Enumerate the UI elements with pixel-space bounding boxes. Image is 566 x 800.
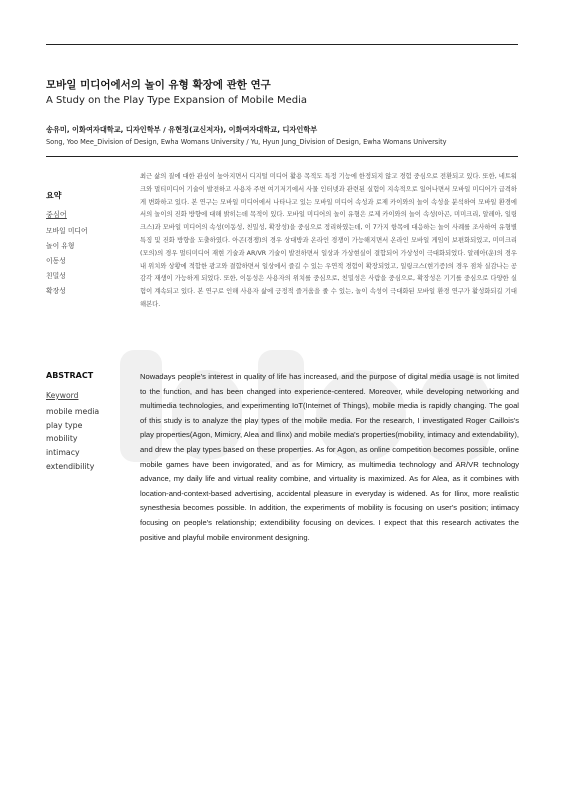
abstract-heading-english: ABSTRACT xyxy=(46,371,94,380)
section-divider xyxy=(46,156,518,157)
abstract-heading-korean: 요약 xyxy=(46,191,62,200)
paper-title-english: A Study on the Play Type Expansion of Mobile Media xyxy=(46,95,307,106)
keyword-list-korean xyxy=(46,224,88,299)
keyword-item: 이동성 xyxy=(46,257,66,265)
keyword-item: mobile media xyxy=(46,407,100,416)
keyword-item: 놀이 유형 xyxy=(46,242,75,250)
keyword-item: 친밀성 xyxy=(46,272,66,280)
keyword-item: play type xyxy=(46,420,83,430)
authors-english: Song, Yoo Mee_Division of Design, Ewha Womans University / Yu, Hyun Jung_Division of Design, Ewha Womans University xyxy=(46,138,447,146)
authors-korean: 송유미, 이화여자대학교, 디자인학부 / 유현정(교신저자), 이화여자대학교, 디자인학부 xyxy=(46,125,318,134)
keyword-item: 모바일 미디어 xyxy=(46,227,88,235)
top-divider xyxy=(46,44,518,45)
keyword-label-korean: 중심어 xyxy=(46,210,67,219)
abstract-body-english: Nowadays people's interest in quality of life has increased, and the purpose of digital media usage is not limited to the function, and has been changed into experience-centered. Moreover, while developing networking and multimedia technologies, and experimenting IoT(Internet of Things), mobile media is rapidly changing. The goal of this study is to analyze the play types of the mobile media. For the research, I investigated Roger Caillois's play properties(Agon, Mimicry, Alea and Ilinx) and mobile media's properties(mobility, intimacy and extendability), and drew the play types based on these properties. As for Agon, as online competition becomes possible, online mobile games have been invigorated, and as for Mimicry, as multimedia technology and AR/VR technology advance, my daily life and virtual reality combine, and virtuality is maximized. As for Alea, as it combines with location-and-context-based advertising, accidental pleasure in everyday is widened. As for Ilinx, more realistic synesthesia becomes possible. In addition, the experiments of mobility is focusing on user's position; intimacy focusing on people's relationship; extendibility focusing on devices. I expect that this research activates the positive and playful mobile environment designing. xyxy=(140,372,519,542)
paper-title-korean: 모바일 미디어에서의 놀이 유형 확장에 관한 연구 xyxy=(46,79,271,91)
keyword-item: 확장성 xyxy=(46,287,66,295)
keyword-item: mobility xyxy=(46,434,78,444)
keyword-label-english: Keyword xyxy=(46,391,79,400)
abstract-body-korean: 최근 삶의 질에 대한 관심이 높아지면서 디지털 미디어 활용 목적도 특정 기능에 한정되지 않고 경험 중심으로 전환되고 있다. 또한, 네트워크와 멀티미디어 기술이 발전하고 사용자 주변 여기저기에서 사물 인터넷과 관련된 실험이 지속적으로 일어나면서 모바일 미디어가 급격하게 변화하고 있다. 본 연구는 모바일 미디어에서 나타나고 있는 모바일 미디어 속성과 로제 카이와의 놀이 속성을 분석하여 모바일 환경에서의 놀이의 진화 방향에 대해 밝히는데 목적이 있다. 모바일 미디어의 놀이 유형은 로제 카이와의 놀이 속성(아곤, 미미크리, 알레아, 일링크스)과 모바일 미디어의 속성(이동성, 친밀성, 확장성)을 중심으로 정리하였는데, 이 7가지 항목에 대응하는 놀이 사례를 조사하여 유형별 특징 및 진화 방향을 도출하였다. 아곤(경쟁)의 경우 상대방과 온라인 경쟁이 가능해지면서 온라인 모바일 게임이 보편화되었고, 미미크리(모의)의 경우 멀티미디어 재현 기술과 AR/VR 기술이 발전하면서 일상과 가상현실이 결합되어 가상성이 극대화되었다. 알레아(운)의 경우 내 위치와 상황에 적합한 광고와 결합하면서 일상에서 즐길 수 있는 우연적 경험이 확장되었고, 일링크스(현기증)의 경우 점차 실감나는 공감각 재생이 가능하게 되었다. 또한, 이동성은 사용자의 위치를 중심으로, 친밀성은 사람을 중심으로, 확장성은 기기를 중심으로 다양한 실험이 계속되고 있다. 본 연구로 인해 사용자 삶에 긍정적 즐거움을 줄 수 있는, 놀이 속성이 극대화된 모바일 환경 연구가 활성화되길 기대해본다. xyxy=(140,173,517,308)
keyword-item: intimacy xyxy=(46,448,80,458)
keyword-list-english xyxy=(46,405,99,474)
keyword-item: extendibility xyxy=(46,461,95,471)
